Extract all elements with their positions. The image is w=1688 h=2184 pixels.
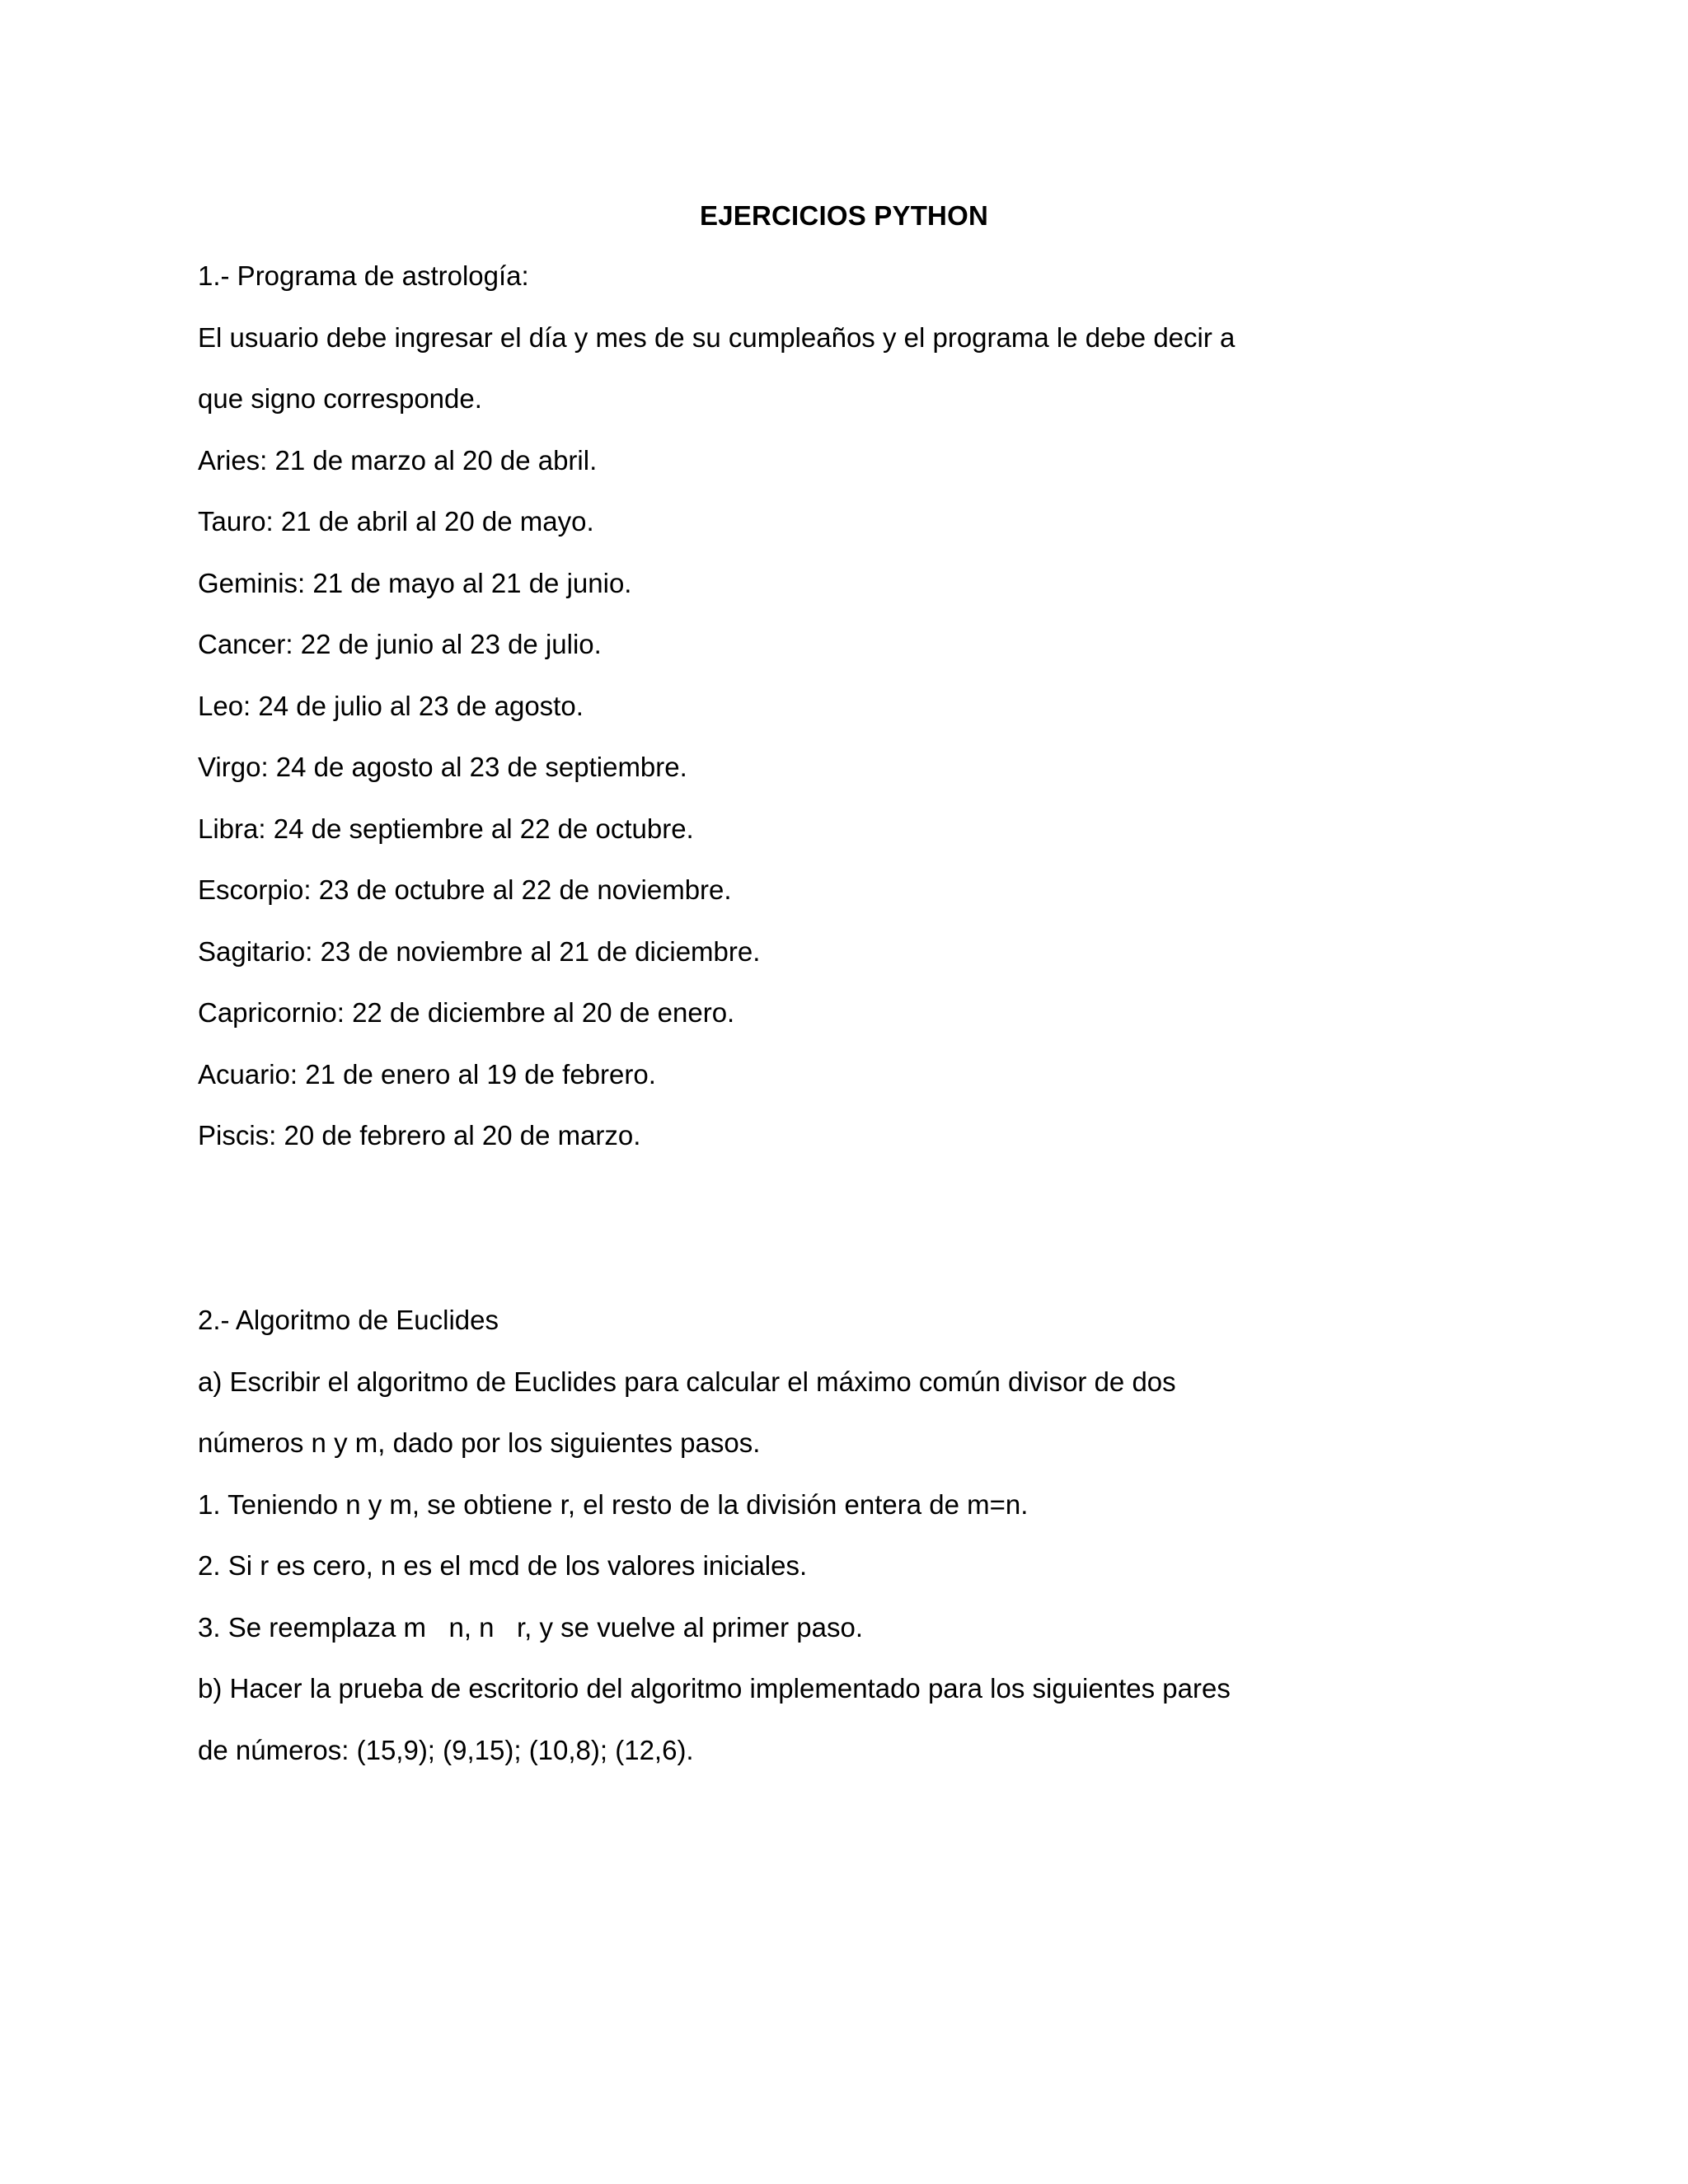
sign-line: Capricornio: 22 de diciembre al 20 de enero. xyxy=(198,997,735,1028)
section2-a-line1: a) Escribir el algoritmo de Euclides para calcular el máximo común divisor de dos xyxy=(198,1366,1176,1397)
step-line: 1. Teniendo n y m, se obtiene r, el resto de la división entera de m=n. xyxy=(198,1489,1029,1520)
sign-line: Acuario: 21 de enero al 19 de febrero. xyxy=(198,1059,656,1090)
sign-line: Tauro: 21 de abril al 20 de mayo. xyxy=(198,506,594,537)
section2-b-line2: de números: (15,9); (9,15); (10,8); (12,6). xyxy=(198,1735,694,1765)
sign-line: Virgo: 24 de agosto al 23 de septiembre. xyxy=(198,752,687,782)
section1-heading: 1.- Programa de astrología: xyxy=(198,260,529,291)
step-line: 3. Se reemplaza m n, n r, y se vuelve al primer paso. xyxy=(198,1612,864,1643)
section2-heading: 2.- Algoritmo de Euclides xyxy=(198,1305,499,1335)
sign-line: Libra: 24 de septiembre al 22 de octubre. xyxy=(198,813,694,844)
sign-line: Escorpio: 23 de octubre al 22 de noviembre. xyxy=(198,874,732,905)
sign-line: Piscis: 20 de febrero al 20 de marzo. xyxy=(198,1120,641,1151)
sign-line: Leo: 24 de julio al 23 de agosto. xyxy=(198,691,584,721)
sign-line: Aries: 21 de marzo al 20 de abril. xyxy=(198,445,598,476)
sign-line: Geminis: 21 de mayo al 21 de junio. xyxy=(198,568,632,598)
sign-line: Cancer: 22 de junio al 23 de julio. xyxy=(198,629,602,659)
document-title: EJERCICIOS PYTHON xyxy=(700,200,988,231)
sign-line: Sagitario: 23 de noviembre al 21 de diciembre. xyxy=(198,936,761,967)
section1-intro-line1: El usuario debe ingresar el día y mes de su cumpleaños y el programa le debe decir a xyxy=(198,322,1236,353)
step-line: 2. Si r es cero, n es el mcd de los valores iniciales. xyxy=(198,1550,808,1581)
section2-a-line2: números n y m, dado por los siguientes pasos. xyxy=(198,1427,761,1458)
section1-intro-line2: que signo corresponde. xyxy=(198,383,482,414)
section2-b-line1: b) Hacer la prueba de escritorio del algoritmo implementado para los siguientes pares xyxy=(198,1673,1231,1704)
